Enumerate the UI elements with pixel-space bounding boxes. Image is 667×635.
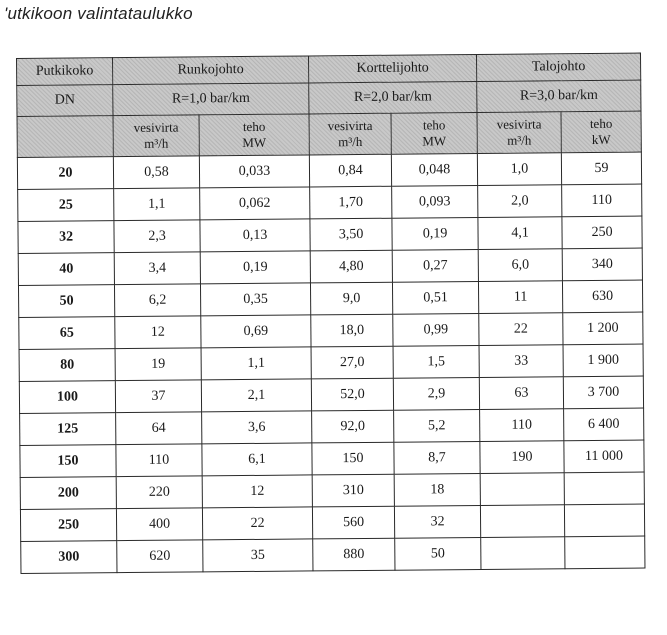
cell-house-power: 110 (562, 184, 642, 217)
cell-block-power: 8,7 (394, 441, 480, 474)
header-group-house-line: Talojohto (477, 53, 641, 81)
cell-main-power: 0,19 (200, 251, 310, 284)
cell-house-power (565, 536, 645, 569)
cell-block-power: 0,093 (392, 185, 478, 218)
cell-block-flow: 92,0 (312, 410, 394, 443)
header-main-flow-label: vesivirta (133, 119, 179, 135)
header-block-flow-unit: m³/h (338, 133, 363, 150)
cell-house-flow: 4,1 (478, 217, 562, 250)
cell-main-flow: 2,3 (114, 220, 200, 253)
cell-house-flow: 63 (479, 377, 563, 410)
header-house-power-label: teho (589, 115, 613, 131)
cell-house-flow: 110 (480, 409, 564, 442)
cell-house-flow (480, 473, 564, 506)
cell-dn: 150 (20, 445, 116, 478)
cell-block-flow: 27,0 (311, 346, 393, 379)
cell-house-flow: 33 (479, 345, 563, 378)
cell-block-flow: 150 (312, 442, 394, 475)
cell-house-power (564, 504, 644, 537)
cell-main-flow: 3,4 (114, 252, 200, 285)
header-house-flow-unit: m³/h (507, 132, 532, 148)
cell-block-flow: 18,0 (311, 314, 393, 347)
cell-main-flow: 12 (115, 316, 201, 349)
cell-block-flow: 0,84 (309, 154, 391, 187)
cell-main-power: 1,1 (201, 347, 311, 380)
header-block-power-label: teho (422, 117, 446, 133)
cell-block-power: 0,27 (392, 249, 478, 282)
cell-dn: 50 (18, 285, 114, 318)
cell-main-power: 6,1 (202, 443, 312, 476)
cell-dn: 65 (19, 317, 115, 350)
cell-dn: 125 (20, 413, 116, 446)
cell-dn: 20 (17, 157, 113, 190)
cell-dn: 200 (20, 477, 116, 510)
cell-house-power: 630 (562, 280, 642, 313)
cell-block-power: 0,19 (392, 217, 478, 250)
cell-block-power: 1,5 (393, 345, 479, 378)
header-pressure-block: R=2,0 bar/km (309, 81, 477, 113)
cell-house-power: 340 (562, 248, 642, 281)
cell-dn: 80 (19, 349, 115, 382)
cell-block-flow: 9,0 (310, 282, 392, 315)
header-house-flow (477, 112, 561, 154)
header-house-power (561, 111, 641, 153)
cell-main-flow: 620 (117, 540, 203, 573)
cell-block-power: 0,51 (392, 281, 478, 314)
cell-dn: 32 (18, 221, 114, 254)
cell-main-flow: 110 (116, 444, 202, 477)
cell-main-flow: 220 (116, 476, 202, 509)
cell-main-flow: 6,2 (114, 284, 200, 317)
pipe-selection-table (16, 53, 645, 574)
cell-house-power: 59 (561, 152, 641, 185)
header-block-flow-label: vesivirta (327, 117, 373, 134)
cell-house-power (564, 472, 644, 505)
cell-main-power: 0,13 (200, 219, 310, 252)
cell-house-flow: 2,0 (478, 185, 562, 218)
cell-house-flow: 11 (478, 281, 562, 314)
cell-block-power: 2,9 (393, 377, 479, 410)
header-pressure-main: R=1,0 bar/km (113, 83, 309, 116)
cell-main-power: 0,062 (200, 187, 310, 220)
cell-main-flow: 0,58 (113, 156, 199, 189)
cell-main-power: 3,6 (202, 411, 312, 444)
cell-dn: 300 (21, 541, 117, 574)
table-header (17, 53, 642, 157)
header-main-flow-unit: m³/h (144, 135, 169, 151)
cell-house-flow: 1,0 (477, 153, 561, 186)
cell-house-flow (480, 505, 564, 538)
header-pressure-house: R=3,0 bar/km (477, 80, 641, 112)
cell-block-flow: 1,70 (310, 186, 392, 219)
cell-main-power: 0,69 (201, 315, 311, 348)
table-row (21, 536, 645, 573)
cell-main-power: 22 (202, 507, 312, 540)
cell-house-power: 3 700 (563, 376, 643, 409)
header-block-power (391, 112, 477, 154)
header-dn: DN (17, 85, 113, 117)
header-group-block-line: Korttelijohto (308, 54, 476, 82)
header-house-power-unit: kW (591, 131, 611, 147)
header-main-power-label: teho (242, 118, 266, 135)
header-main-power (199, 114, 309, 156)
cell-main-flow: 64 (116, 412, 202, 445)
cell-house-flow: 22 (479, 313, 563, 346)
cell-main-power: 0,35 (200, 283, 310, 316)
cell-dn: 40 (18, 253, 114, 286)
cell-house-power: 6 400 (564, 408, 644, 441)
cell-main-power: 2,1 (201, 379, 311, 412)
cell-house-flow: 190 (480, 441, 564, 474)
header-row-quantities (17, 111, 641, 157)
cell-block-power: 0,99 (393, 313, 479, 346)
header-block-power-unit: MW (422, 133, 447, 149)
document-title: 'utkikoon valintataulukko (4, 4, 193, 23)
cell-block-power: 50 (395, 537, 481, 570)
cell-block-flow: 3,50 (310, 218, 392, 251)
cell-main-flow: 400 (116, 508, 202, 541)
cell-block-power: 32 (394, 505, 480, 538)
cell-house-power: 1 200 (563, 312, 643, 345)
cell-block-power: 0,048 (391, 153, 477, 186)
cell-main-power: 35 (203, 539, 313, 572)
cell-main-flow: 1,1 (114, 188, 200, 221)
cell-main-power: 0,033 (199, 155, 309, 188)
cell-main-power: 12 (202, 475, 312, 508)
cell-block-flow: 310 (312, 474, 394, 507)
cell-dn: 25 (18, 189, 114, 222)
cell-block-flow: 52,0 (311, 378, 393, 411)
header-pipe-size: Putkikoko (17, 58, 113, 86)
cell-dn: 250 (20, 509, 116, 542)
header-blank (17, 116, 113, 158)
cell-house-power: 250 (562, 216, 642, 249)
header-main-power-unit: MW (242, 134, 267, 151)
cell-dn: 100 (19, 381, 115, 414)
cell-block-flow: 880 (313, 538, 395, 571)
cell-house-flow: 6,0 (478, 249, 562, 282)
cell-house-power: 11 000 (564, 440, 644, 473)
cell-house-flow (481, 537, 565, 570)
table-body (17, 152, 645, 573)
cell-block-power: 18 (394, 473, 480, 506)
cell-main-flow: 19 (115, 348, 201, 381)
cell-block-flow: 560 (312, 506, 394, 539)
header-house-flow-label: vesivirta (496, 116, 542, 132)
cell-main-flow: 37 (115, 380, 201, 413)
cell-house-power: 1 900 (563, 344, 643, 377)
header-main-flow (113, 115, 199, 157)
cell-block-flow: 4,80 (310, 250, 392, 283)
header-group-main-line: Runkojohto (113, 56, 309, 85)
header-block-flow (309, 113, 391, 155)
pipe-selection-table-container (16, 53, 645, 578)
cell-block-power: 5,2 (394, 409, 480, 442)
